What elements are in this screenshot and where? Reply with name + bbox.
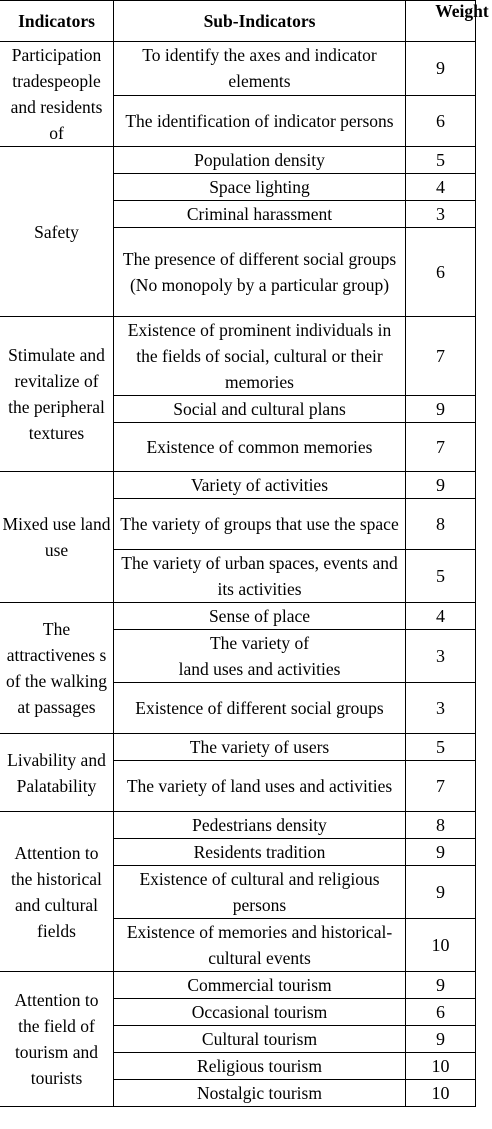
sub-indicator-cell: Existence of cultural and religious persons: [114, 866, 406, 919]
weight-cell: 7: [406, 423, 476, 472]
sub-indicator-cell: Space lighting: [114, 174, 406, 201]
weight-cell: 7: [406, 761, 476, 812]
weight-cell: 9: [406, 866, 476, 919]
header-indicators: Indicators: [0, 1, 114, 42]
sub-indicator-cell: Nostalgic tourism: [114, 1080, 406, 1107]
table-row: [0, 812, 476, 839]
sub-indicator-cell: Existence of memories and historical- cultural events: [114, 919, 406, 972]
indicator-label: Attention to the field of tourism and tourists: [14, 990, 99, 1088]
sub-indicator-cell: Existence of common memories: [114, 423, 406, 472]
sub-indicator-cell: The variety of users: [114, 734, 406, 761]
indicator-label: The attractivenes s of the walking at passages: [5, 619, 108, 717]
sub-indicator-cell: The variety of urban spaces, events and its activities: [114, 550, 406, 603]
weight-cell: 6: [406, 95, 476, 147]
sub-indicator-cell: Occasional tourism: [114, 999, 406, 1026]
sub-indicator-cell: Variety of activities: [114, 472, 406, 499]
sub-indicator-cell: Existence of prominent individuals in the fields of social, cultural or their memories: [114, 317, 406, 396]
weight-cell: 5: [406, 734, 476, 761]
indicator-cell: [0, 317, 114, 472]
indicator-cell: [0, 472, 114, 603]
sub-indicator-cell: Social and cultural plans: [114, 396, 406, 423]
weight-cell: 10: [406, 1053, 476, 1080]
sub-indicator-cell: Existence of different social groups: [114, 683, 406, 734]
table-row: [0, 972, 476, 999]
indicator-label: Livability and Palatability: [7, 749, 106, 796]
weight-cell: 9: [406, 42, 476, 96]
sub-indicator-cell: Cultural tourism: [114, 1026, 406, 1053]
indicator-cell: [0, 603, 114, 734]
weight-cell: 9: [406, 839, 476, 866]
indicator-label: Safety: [34, 221, 79, 242]
weight-cell: 10: [406, 919, 476, 972]
weight-cell: 9: [406, 1026, 476, 1053]
weight-cell: 5: [406, 147, 476, 174]
sub-indicator-cell: Residents tradition: [114, 839, 406, 866]
weight-cell: 3: [406, 201, 476, 228]
weight-cell: 4: [406, 174, 476, 201]
sub-indicator-cell: The presence of different social groups (No monopoly by a particular group): [114, 228, 406, 317]
weight-cell: 6: [406, 999, 476, 1026]
sub-indicator-cell: Pedestrians density: [114, 812, 406, 839]
sub-indicator-cell: Religious tourism: [114, 1053, 406, 1080]
sub-indicator-cell: Commercial tourism: [114, 972, 406, 999]
table-row: [0, 317, 476, 396]
indicator-label: Stimulate and revitalize of the peripheral textures: [8, 345, 105, 443]
sub-indicator-cell: Sense of place: [114, 603, 406, 630]
table-row: [0, 603, 476, 630]
weight-cell: 8: [406, 499, 476, 550]
indicator-cell: [0, 147, 114, 317]
sub-indicator-cell: To identify the axes and indicator elements: [114, 42, 406, 96]
header-weight-label: Weight: [435, 1, 489, 21]
sub-indicator-line: land uses and activities: [178, 659, 341, 679]
weight-cell: 10: [406, 1080, 476, 1107]
indicator-cell: [0, 812, 114, 972]
indicator-cell: [0, 42, 114, 147]
indicator-label: Participation tradespeople and residents of: [10, 45, 103, 143]
weight-cell: 4: [406, 603, 476, 630]
indicator-cell: [0, 972, 114, 1107]
sub-indicator-cell: [114, 630, 406, 683]
sub-indicator-line: The variety of: [209, 633, 310, 653]
sub-indicator-cell: The variety of groups that use the space: [114, 499, 406, 550]
weight-cell: 9: [406, 472, 476, 499]
table-row: [0, 734, 476, 761]
weight-cell: 7: [406, 317, 476, 396]
weight-cell: 9: [406, 972, 476, 999]
indicator-cell: [0, 734, 114, 812]
weight-cell: 6: [406, 228, 476, 317]
indicator-label: Attention to the historical and cultural fields: [11, 842, 102, 941]
table-row: [0, 472, 476, 499]
indicator-label: Mixed use land use: [2, 514, 111, 560]
header-weight: [406, 1, 489, 42]
table-row: [0, 147, 476, 174]
sub-indicator-cell: The variety of land uses and activities: [114, 761, 406, 812]
weight-cell: 3: [406, 683, 476, 734]
sub-indicator-cell: Criminal harassment: [114, 201, 406, 228]
weight-cell: 3: [406, 630, 476, 683]
header-row: [0, 1, 476, 42]
header-sub-indicators: Sub-Indicators: [114, 1, 406, 42]
weight-cell: 5: [406, 550, 476, 603]
weight-cell: 9: [406, 396, 476, 423]
sub-indicator-cell: The identification of indicator persons: [114, 95, 406, 147]
table-row: [0, 42, 476, 96]
sub-indicator-cell: Population density: [114, 147, 406, 174]
weight-cell: 8: [406, 812, 476, 839]
